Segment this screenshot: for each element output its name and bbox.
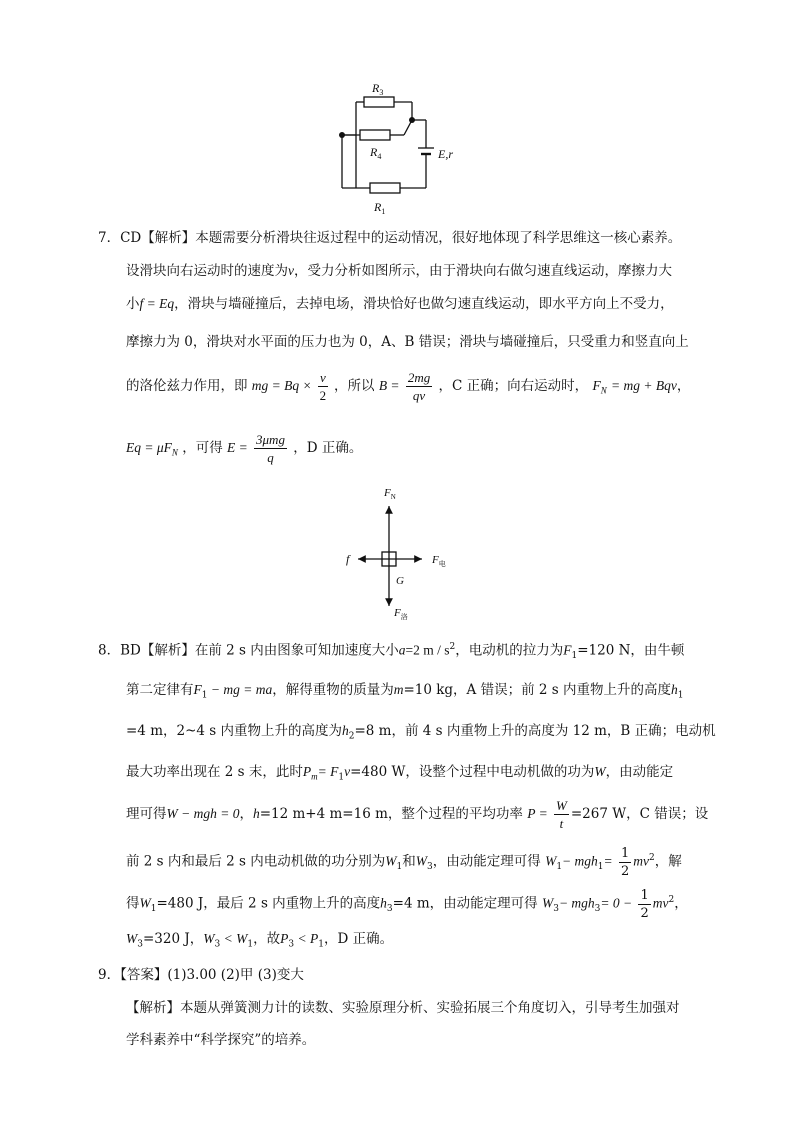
label-g: G [396,575,404,587]
force-diagram [340,484,460,624]
q8-line-4: 最大功率出现在 2 s 末，此时$P_m= F_1v=480$ W，设整个过程中电动机做的功为W，由动能定 [126,764,674,783]
q7-line-5: 的洛伦兹力作用，即 mg = Bq × $\frac{v}{2}$ ，所以 B = $\frac{2mg}{qv}$ ，C 正确；向右运动时， $F_N$ = mg + Bqv， [126,370,691,403]
q9-line-3: 学科素养中“科学探究”的培养。 [126,1032,316,1048]
q9-line-1: 9．【答案】(1)3.00 (2)甲 (3)变大 [98,967,304,983]
label-fe: $F_电$ [432,554,446,568]
label-source: E,r [438,147,453,161]
q8-line-2: 第二定律有$F_1$ − mg = ma，解得重物的质量为m=10 kg，A 错误；前 2 s 内重物上升的高度$h_1$ [126,682,684,701]
resistor-r1 [370,183,400,193]
q7-line-4: 摩擦力为 0，滑块对水平面的压力也为 0，A、B 错误；滑块与墙碰撞后，只受重力和竖直向上 [126,334,689,350]
label-r3: $R_3$ [372,81,384,97]
q7-line-6: $Eq = \mu F_N$ ，可得 E = $\frac{\text{3μmg}}{q}$ ，D 正确。 [126,432,363,465]
q8-line-1: 8．BD【解析】在前 2 s 内由图象可知加速度大小a=2 m / $s^2$，电动机的拉力为$F_1=120$ N，由牛顿 [98,642,685,662]
q8-line-8: $W_3=320$ J，$W_3 < W_1$，故$P_3 < P_1$，D 正确。 [126,931,394,950]
label-r1: $R_1$ [374,200,386,216]
q8-line-6: 前 2 s 内和最后 2 s 内电动机做的功分别为$W_1$和$W_3$，由动能定理可得 $W_1- mgh_1=$ $\frac{1}{2}$ $mv^2$，解 [126,845,682,879]
label-f: f [346,552,350,566]
junction-left [339,132,345,138]
q9-line-2: 【解析】本题从弹簧测力计的读数、实验原理分析、实验拓展三个角度切入，引导考生加强对 [126,1000,680,1016]
q7-line-3: 小f = Eq，滑块与墙碰撞后，去掉电场，滑块恰好也做匀速直线运动，即水平方向上不受力， [126,296,674,312]
junction-right [409,117,415,123]
label-r4: $R_4$ [370,145,382,161]
q7-line-2: 设滑块向右运动时的速度为v，受力分析如图所示，由于滑块向右做匀速直线运动，摩擦力大 [126,263,672,279]
q8-line-3: =4 m，2~4 s 内重物上升的高度为$h_2=8$ m，前 4 s 内重物上升的高度为 12 m，B 正确；电动机 [126,723,716,742]
q7-line-1: 7．CD【解析】本题需要分析滑块往返过程中的运动情况，很好地体现了科学思维这一核心素养。 [98,230,682,246]
q8-line-5: 理可得W − mgh = 0，h=12 m+4 m=16 m，整个过程的平均功率 P = $\frac{W}{t}$ =267 W，C 错误；设 [126,798,709,831]
resistor-r3 [364,97,394,107]
q8-line-7: 得$W_1=480$ J，最后 2 s 内重物上升的高度$h_3=4$ m，由动能定理可得 $W_3- mgh_3= 0$ − $\frac{1}{2}$ $mv^2$， [126,887,688,921]
resistor-r4 [360,130,390,140]
label-fn: $F_N$ [384,487,396,501]
circuit-diagram [330,76,470,220]
label-fl: $F_洛$ [394,607,408,621]
